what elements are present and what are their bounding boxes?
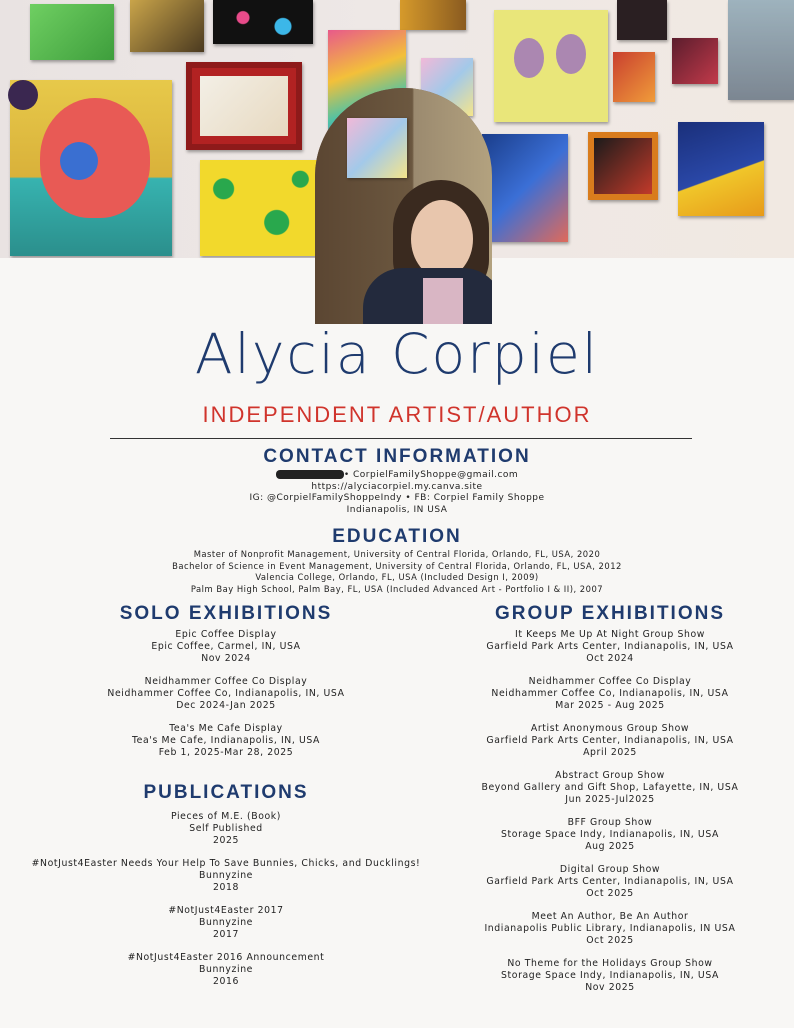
solo-list bbox=[56, 629, 396, 770]
solo-entry bbox=[56, 676, 396, 712]
group-entry bbox=[440, 723, 780, 759]
group-title: BFF Group Show bbox=[567, 817, 653, 828]
publication-publisher: Bunnyzine bbox=[198, 917, 254, 928]
group-title: Artist Anonymous Group Show bbox=[530, 723, 690, 734]
solo-venue: Epic Coffee, Carmel, IN, USA bbox=[151, 641, 301, 652]
group-venue: Neidhammer Coffee Co, Indianapolis, IN, USA bbox=[491, 688, 729, 699]
publication-entry bbox=[16, 811, 436, 847]
painting-red-frame bbox=[186, 62, 302, 150]
solo-venue: Tea's Me Cafe, Indianapolis, IN, USA bbox=[131, 735, 321, 746]
contact-social: IG: @CorpielFamilyShoppeIndy • FB: Corpiel Family Shoppe bbox=[249, 493, 545, 503]
contact-block bbox=[0, 470, 794, 516]
solo-entry bbox=[56, 723, 396, 759]
group-entry bbox=[440, 911, 780, 947]
group-title: No Theme for the Holidays Group Show bbox=[507, 958, 713, 969]
group-heading: GROUP EXHIBITIONS bbox=[494, 603, 725, 624]
solo-title: Tea's Me Cafe Display bbox=[169, 723, 283, 734]
publication-year: 2016 bbox=[212, 976, 240, 987]
solo-title: Neidhammer Coffee Co Display bbox=[144, 676, 308, 687]
solo-date: Dec 2024-Jan 2025 bbox=[176, 700, 276, 711]
group-entry bbox=[440, 770, 780, 806]
painting-dark-top bbox=[617, 0, 667, 40]
artist-title: INDEPENDENT ARTIST/AUTHOR bbox=[202, 402, 592, 427]
solo-heading: SOLO EXHIBITIONS bbox=[119, 603, 333, 624]
publication-title: #NotJust4Easter Needs Your Help To Save Bunnies, Chicks, and Ducklings! bbox=[31, 858, 421, 869]
group-date: Jun 2025-Jul2025 bbox=[565, 794, 655, 805]
solo-entry bbox=[56, 629, 396, 665]
contact-email: • CorpielFamilyShoppe@gmail.com bbox=[343, 470, 519, 480]
group-date: Oct 2024 bbox=[586, 653, 634, 664]
painting-planet bbox=[8, 80, 38, 110]
painting-green bbox=[30, 4, 114, 60]
contact-location: Indianapolis, IN USA bbox=[346, 504, 448, 515]
publication-title: Pieces of M.E. (Book) bbox=[170, 811, 281, 822]
publication-publisher: Bunnyzine bbox=[198, 964, 254, 975]
painting-small-dark bbox=[672, 38, 718, 84]
group-title: Neidhammer Coffee Co Display bbox=[528, 676, 692, 687]
group-entry bbox=[440, 817, 780, 853]
education-heading: EDUCATION bbox=[332, 526, 462, 547]
painting-small-red bbox=[613, 52, 655, 102]
contact-website: https://alyciacorpiel.my.canva.site bbox=[311, 481, 483, 492]
group-venue: Beyond Gallery and Gift Shop, Lafayette, IN, USA bbox=[481, 782, 739, 793]
publication-publisher: Bunnyzine bbox=[198, 870, 254, 881]
group-title: It Keeps Me Up At Night Group Show bbox=[515, 629, 705, 640]
group-entry bbox=[440, 676, 780, 712]
group-venue: Indianapolis Public Library, Indianapolis, IN USA bbox=[484, 923, 736, 934]
painting-yellow-pattern bbox=[200, 160, 318, 256]
painting-coral bbox=[482, 134, 568, 242]
education-item: Master of Nonprofit Management, University of Central Florida, Orlando, FL, USA, 2020 bbox=[193, 549, 601, 559]
publication-year: 2017 bbox=[212, 929, 240, 940]
education-list bbox=[0, 549, 794, 595]
group-date: April 2025 bbox=[583, 747, 637, 758]
painting-orange-small bbox=[400, 0, 466, 30]
publications-heading: PUBLICATIONS bbox=[143, 782, 309, 803]
group-date: Nov 2025 bbox=[585, 982, 635, 993]
education-item: Palm Bay High School, Palm Bay, FL, USA (Included Advanced Art - Portfolio I & II), 2007 bbox=[190, 583, 604, 594]
group-entry bbox=[440, 958, 780, 994]
artist-portrait bbox=[315, 88, 492, 324]
publication-entry bbox=[16, 858, 436, 894]
redacted-phone bbox=[276, 470, 344, 479]
group-date: Mar 2025 - Aug 2025 bbox=[555, 700, 665, 711]
education-item: Bachelor of Science in Event Management, University of Central Florida, Orlando, FL, USA, 2012 bbox=[172, 560, 622, 571]
group-title: Digital Group Show bbox=[559, 864, 661, 875]
solo-title: Epic Coffee Display bbox=[175, 629, 277, 640]
group-title: Abstract Group Show bbox=[555, 770, 665, 781]
group-date: Oct 2025 bbox=[586, 888, 634, 899]
group-date: Aug 2025 bbox=[585, 841, 635, 852]
group-date: Oct 2025 bbox=[586, 935, 634, 946]
education-item: Valencia College, Orlando, FL, USA (Included Design I, 2009) bbox=[255, 572, 539, 582]
painting-handprints bbox=[494, 10, 608, 122]
painting-orange-frame bbox=[588, 132, 658, 200]
painting-splatter-black bbox=[213, 0, 313, 44]
contact-heading: CONTACT INFORMATION bbox=[263, 446, 531, 467]
publications-list bbox=[16, 811, 436, 999]
publication-entry bbox=[16, 952, 436, 988]
publication-title: #NotJust4Easter 2017 bbox=[168, 905, 284, 916]
publication-publisher: Self Published bbox=[189, 823, 263, 834]
painting-fish bbox=[678, 122, 764, 216]
group-venue: Garfield Park Arts Center, Indianapolis, IN, USA bbox=[486, 735, 734, 746]
painting-blur-right bbox=[728, 0, 794, 100]
group-entry bbox=[440, 864, 780, 900]
painting-heart bbox=[10, 80, 172, 256]
group-venue: Garfield Park Arts Center, Indianapolis, IN, USA bbox=[486, 641, 734, 652]
publication-year: 2018 bbox=[212, 882, 240, 893]
group-venue: Garfield Park Arts Center, Indianapolis, IN, USA bbox=[486, 876, 734, 887]
painting-gold-dark bbox=[130, 0, 204, 52]
group-entry bbox=[440, 629, 780, 665]
publication-year: 2025 bbox=[212, 835, 240, 846]
artist-name: Alycia Corpiel bbox=[194, 322, 600, 386]
solo-date: Feb 1, 2025-Mar 28, 2025 bbox=[158, 747, 294, 758]
publication-title: #NotJust4Easter 2016 Announcement bbox=[127, 952, 325, 963]
publication-entry bbox=[16, 905, 436, 941]
group-venue: Storage Space Indy, Indianapolis, IN, USA bbox=[501, 970, 719, 981]
solo-venue: Neidhammer Coffee Co, Indianapolis, IN, USA bbox=[107, 688, 345, 699]
group-venue: Storage Space Indy, Indianapolis, IN, USA bbox=[501, 829, 719, 840]
divider bbox=[110, 438, 692, 439]
solo-date: Nov 2024 bbox=[201, 653, 251, 664]
group-title: Meet An Author, Be An Author bbox=[531, 911, 689, 922]
group-list bbox=[440, 629, 780, 1005]
